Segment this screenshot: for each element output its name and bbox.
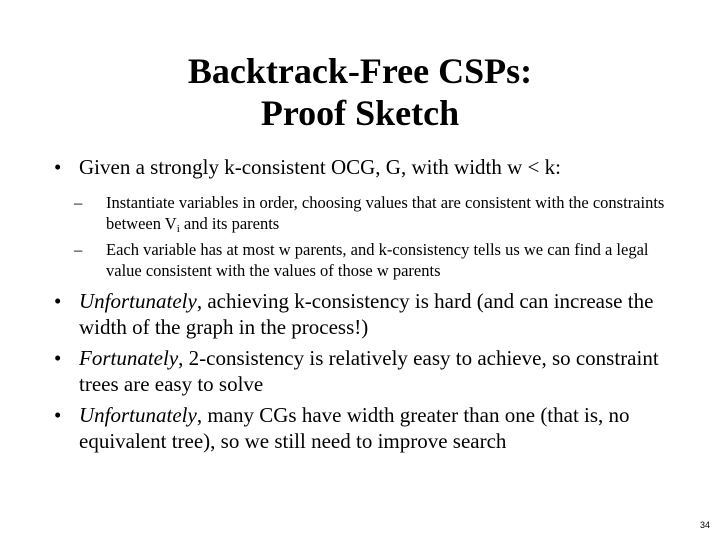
bullet-icon: • [54, 155, 62, 179]
subbullet-1 [74, 192, 666, 240]
page-number: 34 [699, 520, 710, 530]
bullet-icon: • [54, 346, 62, 370]
bullet-4-body: , many CGs have width greater than one (that is, no equivalent tree), so we still need to improve search [79, 403, 630, 453]
title-line-2: Proof Sketch [260, 93, 460, 133]
bullet-icon: • [54, 289, 62, 313]
bullet-4-emphasis: Unfortunately [79, 403, 197, 427]
subbullet-2 [74, 239, 666, 281]
bullet-2 [54, 288, 697, 340]
subbullet-1-text [86, 192, 666, 240]
slide-title [0, 50, 720, 134]
subbullet-1-text-after: and its parents [179, 214, 280, 233]
bullet-3-emphasis: Fortunately [79, 346, 179, 370]
subbullet-1-text-before: Instantiate variables in order, choosing values that are consistent with the constraints between V [106, 193, 665, 233]
subscript-i: i [176, 223, 180, 235]
bullet-3-text [57, 345, 697, 397]
bullet-2-body: , achieving k-consistency is hard (and can increase the width of the graph in the process!) [79, 289, 654, 339]
bullet-1 [54, 154, 697, 180]
dash-icon: – [74, 240, 83, 259]
title-line-1: Backtrack-Free CSPs: [187, 51, 533, 91]
bullet-3-body: , 2-consistency is relatively easy to achieve, so constraint trees are easy to solve [79, 346, 659, 396]
bullet-2-emphasis: Unfortunately [79, 289, 197, 313]
bullet-icon: • [54, 403, 62, 427]
bullet-3 [54, 345, 697, 397]
bullet-1-text: Given a strongly k-consistent OCG, G, with width w < k: [79, 155, 561, 179]
bullet-4 [54, 402, 697, 454]
bullet-2-text [57, 288, 697, 340]
subbullet-2-text: Each variable has at most w parents, and k-consistency tells us we can find a legal value consistent with the values of those w parents [106, 240, 649, 280]
dash-icon: – [74, 193, 83, 212]
bullet-4-text [57, 402, 697, 454]
